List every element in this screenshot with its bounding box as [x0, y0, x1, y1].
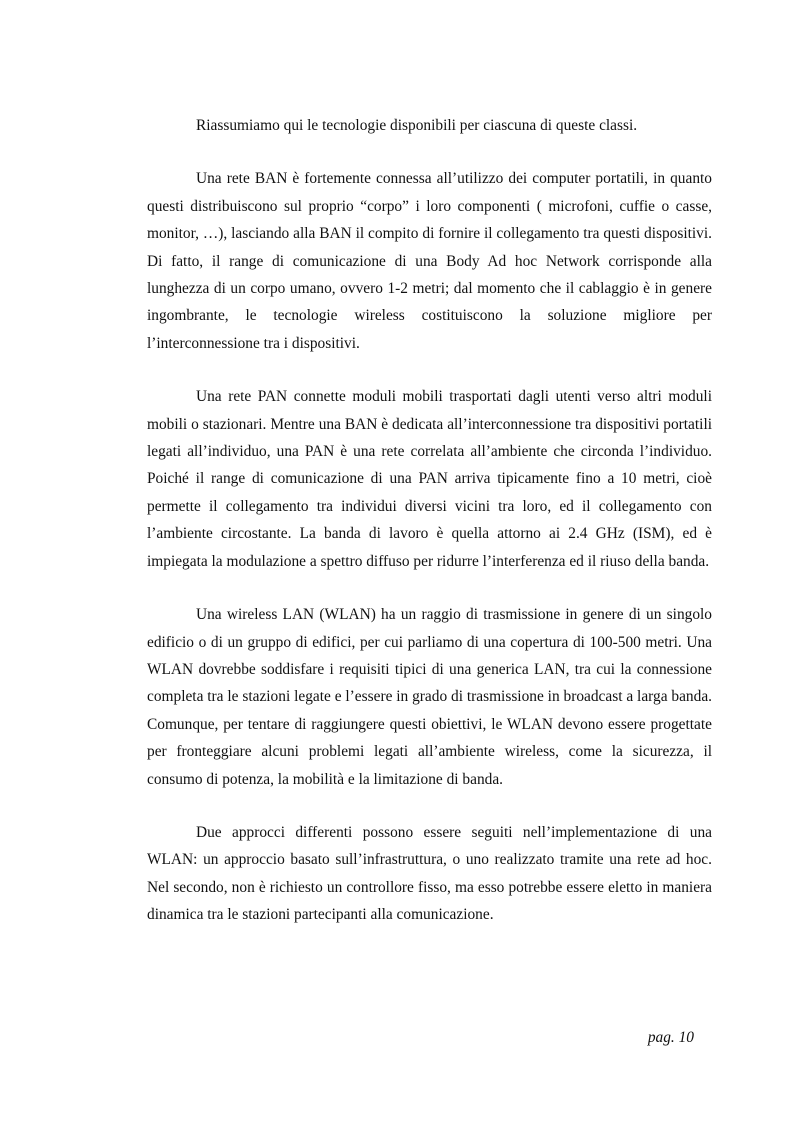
paragraph-pan: Una rete PAN connette moduli mobili trasportati dagli utenti verso altri moduli mobili o stazionari. Mentre una BAN è dedicata all’interconnessione tra dispositivi portatili legati all’individuo, una PAN è una rete correlata all’ambiente che circonda l’individuo. Poiché il range di comunicazione di una PAN arriva tipicamente fino a 10 metri, cioè permette il collegamento tra individui diversi vicini tra loro, ed il collegamento con l’ambiente circostante. La banda di lavoro è quella attorno ai 2.4 GHz (ISM), ed è impiegata la modulazione a spettro diffuso per ridurre l’interferenza ed il riuso della banda.	[147, 388, 712, 570]
paragraph-spacer	[147, 357, 712, 383]
paragraph-wlan: Una wireless LAN (WLAN) ha un raggio di trasmissione in genere di un singolo edificio o di un gruppo di edifici, per cui parliamo di una copertura di 100-500 metri. Una WLAN dovrebbe soddisfare i requisiti tipici di una generica LAN, tra cui la connessione completa tra le stazioni legate e l’essere in grado di trasmissione in broadcast a larga banda. Comunque, per tentare di raggiungere questi obiettivi, le WLAN devono essere progettate per fronteggiare alcuni problemi legati all’ambiente wireless, come la sicurezza, il consumo di potenza, la mobilità e la limitazione di banda.	[147, 606, 712, 788]
body-text	[147, 112, 712, 929]
paragraph-ban: Una rete BAN è fortemente connessa all’utilizzo dei computer portatili, in quanto questi distribuiscono sul proprio “corpo” i loro componenti ( microfoni, cuffie o casse, monitor, …), lasciando alla BAN il compito di fornire il collegamento tra questi dispositivi. Di fatto, il range di comunicazione di una Body Ad hoc Network corrisponde alla lunghezza di un corpo umano, ovvero 1-2 metri; dal momento che il cablaggio è in genere ingombrante, le tecnologie wireless costituiscono la soluzione migliore per l’interconnessione tra i dispositivi.	[147, 170, 712, 352]
paragraph-spacer	[147, 575, 712, 601]
paragraph-spacer	[147, 793, 712, 819]
page-number: pag. 10	[647, 1029, 694, 1046]
paragraph-intro: Riassumiamo qui le tecnologie disponibili per ciascuna di queste classi.	[196, 117, 638, 134]
paragraph-approaches: Due approcci differenti possono essere seguiti nell’implementazione di una WLAN: un approccio basato sull’infrastruttura, o uno realizzato tramite una rete ad hoc. Nel secondo, non è richiesto un controllore fisso, ma esso potrebbe essere eletto in maniera dinamica tra le stazioni partecipanti alla comunicazione.	[147, 823, 712, 924]
paragraph-spacer	[147, 139, 712, 165]
